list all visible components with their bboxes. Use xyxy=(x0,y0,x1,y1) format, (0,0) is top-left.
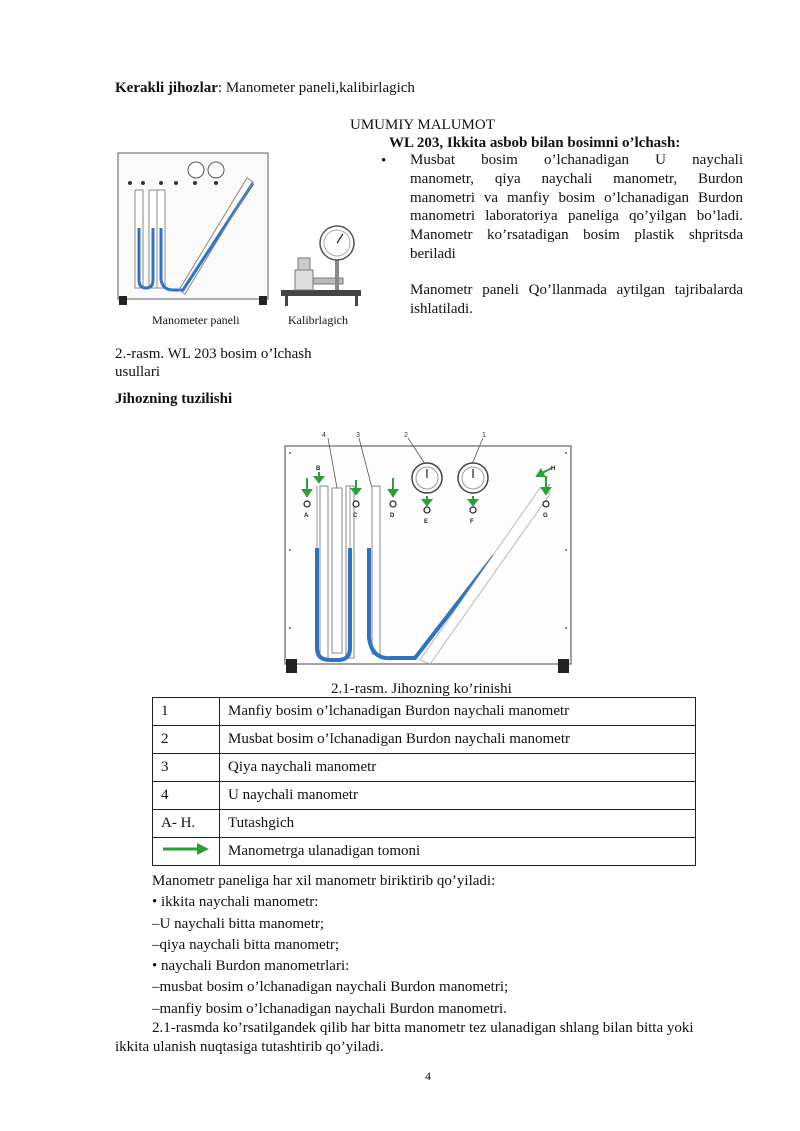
list-intro: Manometr paneliga har xil manometr biriktirib qo’yiladi: xyxy=(152,873,496,889)
row-value: Manfiy bosim o’lchanadigan Burdon naychali manometr xyxy=(220,698,696,726)
figure-panel-and-calibrator xyxy=(113,148,363,312)
row-value: Manometrga ulanadigan tomoni xyxy=(220,838,696,866)
bullet-line: manometr, qiya naychali manometr, Burdon xyxy=(410,170,743,187)
callout-3: 3 xyxy=(356,432,360,439)
row-value: Musbat bosim o’lchanadigan Burdon naychali manometr xyxy=(220,726,696,754)
table-row xyxy=(153,698,696,726)
paragraph-line: ishlatiladi. xyxy=(410,300,473,317)
connector-label-g: G xyxy=(543,513,548,519)
callout-1: 1 xyxy=(482,432,486,439)
callout-2: 2 xyxy=(404,432,408,439)
row-key: 1 xyxy=(153,698,220,726)
table-row xyxy=(153,726,696,754)
required-equipment-value: : Manometer paneli,kalibirlagich xyxy=(217,80,415,96)
green-arrow-icon xyxy=(161,842,211,856)
figure-caption-line1: 2.-rasm. WL 203 bosim o’lchash xyxy=(115,346,312,362)
connector-label-f: F xyxy=(470,519,474,525)
connector-label-d: D xyxy=(390,513,395,519)
connector-label-a: A xyxy=(304,513,309,519)
list-item: –U naychali bitta manometr; xyxy=(152,915,325,932)
list-item: –qiya naychali bitta manometr; xyxy=(152,936,340,953)
bullet-paragraph xyxy=(410,151,743,264)
device-diagram xyxy=(280,428,580,680)
bullet-line: manometri laboratoriya paneliga qo’yilgan bo’ladi. xyxy=(410,208,743,225)
paragraph-line: Manometr paneli Qo’llanmada aytilgan tajribalarda xyxy=(410,282,743,298)
row-value: Qiya naychali manometr xyxy=(220,754,696,782)
figure-label-calibrator: Kalibrlagich xyxy=(288,313,348,327)
bullet-line: Manometr ko’rsatadigan bosim plastik shpritsda xyxy=(410,227,743,244)
general-info-title: UMUMIY MALUMOT xyxy=(350,117,495,133)
row-key: 4 xyxy=(153,782,220,810)
table-row xyxy=(153,810,696,838)
connector-label-h: H xyxy=(551,466,556,472)
bullet-line: Musbat bosim o’lchanadigan U naychali xyxy=(410,152,743,168)
list-item: –musbat bosim o’lchanadigan naychali Burdon manometri; xyxy=(152,979,509,996)
row-key: 3 xyxy=(153,754,220,782)
connector-label-b: B xyxy=(316,466,321,472)
row-key: A- H. xyxy=(153,810,220,838)
final-paragraph-line2: ikkita ulanish nuqtasiga tutashtirib qo’yiladi. xyxy=(115,1039,384,1055)
figure-label-panel: Manometer paneli xyxy=(152,313,240,327)
row-key xyxy=(153,838,220,866)
section-title: Jihozning tuzilishi xyxy=(115,391,233,407)
row-value: U naychali manometr xyxy=(220,782,696,810)
panel-usage-paragraph xyxy=(410,281,743,319)
required-equipment-label: Kerakli jihozlar xyxy=(115,80,218,96)
legend-table xyxy=(152,697,696,866)
required-equipment xyxy=(115,78,415,98)
connector-label-e: E xyxy=(424,519,429,525)
connector-label-c: C xyxy=(353,513,358,519)
row-value: Tutashgich xyxy=(220,810,696,838)
table-row xyxy=(153,838,696,866)
list-item: • ikkita naychali manometr: xyxy=(152,894,319,911)
callout-4: 4 xyxy=(322,432,326,439)
page-number: 4 xyxy=(425,1069,431,1083)
bullet-line: beriladi xyxy=(410,245,456,262)
row-key: 2 xyxy=(153,726,220,754)
manometer-list xyxy=(152,871,508,1020)
general-info-subtitle: WL 203, Ikkita asbob bilan bosimni o’lchash: xyxy=(389,135,681,151)
bullet-line: manometri va manfiy bosim o’lchanadigan Burdon xyxy=(410,189,743,206)
list-item: –manfiy bosim o’lchanadigan naychali Burdon manometri. xyxy=(152,1000,507,1017)
list-item: • naychali Burdon manometrlari: xyxy=(152,958,350,975)
final-paragraph-line1: 2.1-rasmda ko’rsatilgandek qilib har bitta manometr tez ulanadigan shlang bilan bitta yoki xyxy=(152,1020,694,1036)
figure-caption-line2: usullari xyxy=(115,364,160,380)
table-row xyxy=(153,754,696,782)
bullet-symbol: • xyxy=(381,153,387,169)
figure2-caption: 2.1-rasm. Jihozning ko’rinishi xyxy=(331,681,512,697)
table-row xyxy=(153,782,696,810)
